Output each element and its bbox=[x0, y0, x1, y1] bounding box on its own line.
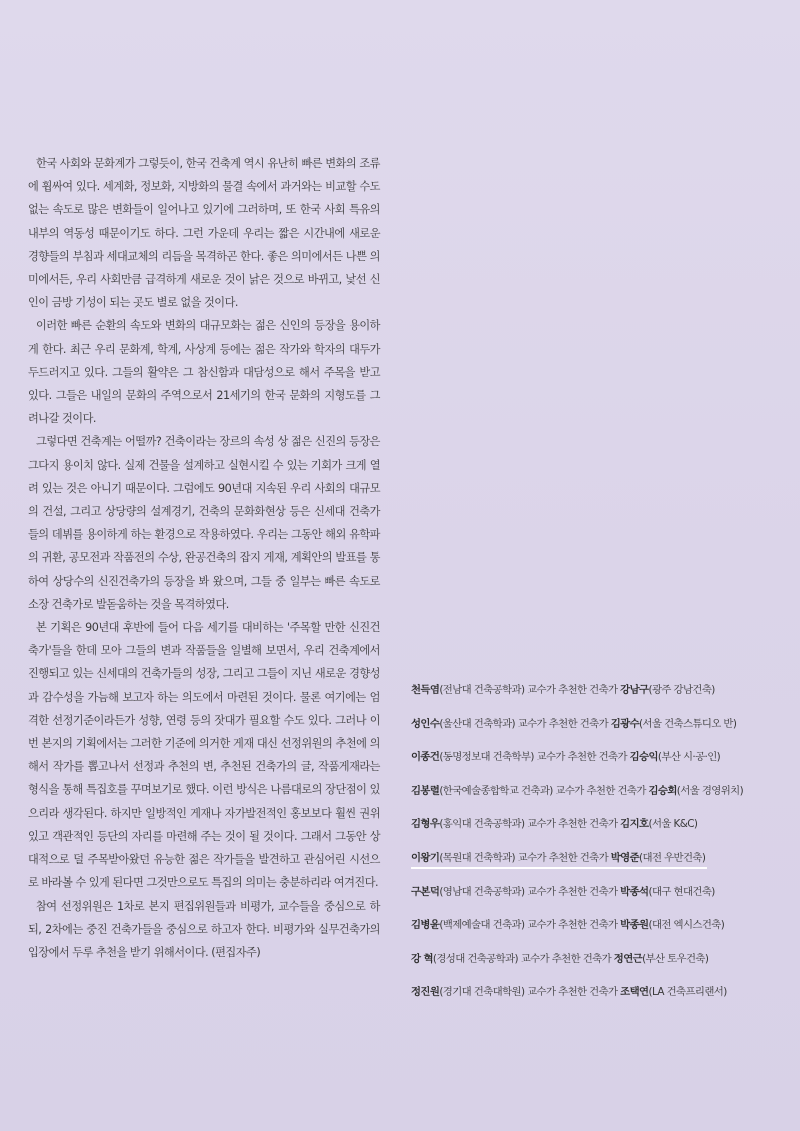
architect-name: 김지호 bbox=[620, 818, 649, 831]
professor-school: (영남대 건축공학과) bbox=[439, 885, 525, 898]
recommendation-item bbox=[411, 982, 783, 1016]
professor-school: (한국예술종합학교 건축과) bbox=[439, 784, 553, 797]
professor-name: 김형우 bbox=[411, 818, 440, 831]
professor-name: 김봉렬 bbox=[411, 784, 440, 797]
intro-paragraph: 참여 선정위원은 1차로 본지 편집위원들과 비평가, 교수들을 중심으로 하되, 2차에는 중진 건축가들을 중심으로 하고자 한다. 비평가와 실무건축가의 입장에서 두루 추천을 받기 위해서이다. (편집자주) bbox=[28, 899, 380, 959]
recommendation-item bbox=[411, 714, 783, 748]
recommendation-text: 교수가 추천한 건축가 bbox=[524, 986, 621, 999]
professor-name: 이왕기 bbox=[411, 851, 440, 864]
recommendation-text: 교수가 추천한 건축가 bbox=[514, 717, 611, 730]
recommendation-text: 교수가 추천한 건축가 bbox=[524, 919, 621, 932]
architect-office: (대전 우반건축) bbox=[639, 851, 706, 864]
professor-school: (홍익대 건축공학과) bbox=[439, 818, 525, 831]
architect-office: (서울 경영위치) bbox=[676, 784, 744, 797]
professor-name: 이종건 bbox=[411, 751, 440, 764]
professor-name: 성인수 bbox=[411, 717, 440, 730]
architect-office: (LA 건축프리랜서) bbox=[648, 986, 727, 999]
recommendation-item-highlighted bbox=[411, 848, 783, 882]
professor-name: 구본덕 bbox=[411, 885, 440, 898]
architect-name: 강남구 bbox=[620, 684, 649, 696]
recommendation-item bbox=[411, 781, 783, 815]
professor-school: (경성대 건축공학과) bbox=[432, 952, 519, 965]
professor-name: 강 혁 bbox=[411, 952, 433, 965]
recommendation-item bbox=[411, 747, 783, 781]
architect-office: (부산 시·공·인) bbox=[657, 751, 721, 764]
architect-office: (대전 엑시스건축) bbox=[648, 919, 725, 932]
intro-paragraph: 한국 사회와 문화계가 그렇듯이, 한국 건축계 역시 유난히 빠른 변화의 조류에 휩싸여 있다. 세계화, 정보화, 지방화의 물결 속에서 과거와는 비교할 수도 없는 속도로 많은 변화들이 일어나고 있기에 그러하며, 또 한국 사회 특유의 내부의 역동성 때문이기도 하다. 그런 가운데 우리는 짧은 시간내에 새로운 경향들의 부침과 세대교체의 리듬을 목격하곤 한다. 좋은 의미에서든 나쁜 의미에서든, 우리 사회만큼 급격하게 새로운 것이 낡은 것으로 바뀌고, 낯선 신인이 금방 기성이 되는 곳도 별로 없을 것이다. bbox=[28, 157, 380, 310]
recommendation-text: 교수가 추천한 건축가 bbox=[524, 818, 621, 831]
intro-paragraph: 그렇다면 건축계는 어떨까? 건축이라는 장르의 속성 상 젊은 신진의 등장은 그다지 용이치 않다. 실제 건물을 설계하고 실현시킬 수 있는 기회가 크게 열려 있는 것은 아니기 때문이다. 그럼에도 90년대 지속된 우리 사회의 대규모의 건설, 그리고 상당량의 설계경기, 건축의 문화화현상 등은 신세대 건축가들의 데뷔를 용이하게 하는 환경으로 작용하였다. 우리는 그동안 해외 유학파의 귀환, 공모전과 작품전의 수상, 완공건축의 잡지 게재, 계획안의 발표를 통하여 상당수의 신진건축가의 등장을 봐 왔으며, 그들 중 일부는 빠른 속도로 소장 건축가로 발돋움하는 것을 목격하였다. bbox=[28, 435, 380, 611]
professor-school: (울산대 건축학과) bbox=[439, 717, 515, 730]
architect-office: (서울 건축스튜디오 반) bbox=[639, 717, 737, 730]
professor-name: 천득염 bbox=[411, 684, 440, 696]
architect-name: 조택연 bbox=[620, 986, 649, 999]
intro-paragraph: 본 기획은 90년대 후반에 들어 다음 세기를 대비하는 '주목할 만한 신진건축가'들을 한데 모아 그들의 변과 작품들을 일별해 보면서, 우리 건축계에서 진행되고 있는 신세대의 건축가들의 성장, 그리고 그들이 지닌 새로운 경향성과 감수성을 가늠해 보고자 하는 의도에서 마련된 것이다. 물론 여기에는 엄격한 선정기준이라든가 성향, 연령 등의 잣대가 필요할 수도 있다. 그러나 이번 본지의 기획에서는 그러한 기준에 의거한 게재 대신 선정위원의 추천에 의해서 작가를 뽑고나서 선정과 추천의 변, 추천된 건축가의 글, 작품게재라는 형식을 통해 특집호를 꾸며보기로 했다. 이런 방식은 나름대로의 장단점이 있으리라 생각된다. 하지만 일방적인 게재나 자가발전적인 홍보보다 훨씬 권위있고 객관적인 등단의 자리를 마련해 주는 것이 될 것이다. 그래서 그동안 상대적으로 덜 주목받아왔던 유능한 젊은 작가들을 발견하고 관심어린 시선으로 바라볼 수 있게 된다면 그것만으로도 특집의 의미는 충분하리라 여겨진다. bbox=[28, 621, 380, 890]
architect-office: (대구 현대건축) bbox=[648, 885, 715, 898]
architect-office: (광주 강남건축) bbox=[648, 684, 715, 696]
architect-name: 김승회 bbox=[648, 784, 677, 797]
recommendation-text: 교수가 추천한 건축가 bbox=[552, 784, 649, 797]
recommendation-item bbox=[411, 882, 783, 916]
architect-office: (서울 K&C) bbox=[648, 818, 698, 831]
recommendation-text: 교수가 추천한 건축가 bbox=[533, 751, 630, 764]
architect-name: 박종원 bbox=[620, 919, 649, 932]
recommendation-item bbox=[411, 915, 783, 949]
recommendation-list bbox=[411, 680, 783, 1016]
editorial-intro bbox=[28, 152, 380, 964]
intro-paragraph: 이러한 빠른 순환의 속도와 변화의 대규모화는 젊은 신인의 등장을 용이하게 한다. 최근 우리 문화계, 학계, 사상계 등에는 젊은 작가와 학자의 대두가 두드러지고 있다. 그들의 활약은 그 참신함과 대담성으로 해서 주목을 받고 있다. 그들은 내일의 문화의 주역으로서 21세기의 한국 문화의 지형도를 그려나갈 것이다. bbox=[28, 319, 380, 426]
recommendation-item bbox=[411, 949, 783, 983]
professor-school: (목원대 건축학과) bbox=[439, 851, 515, 864]
professor-school: (경기대 건축대학원) bbox=[439, 986, 525, 999]
professor-school: (동명정보대 건축학부) bbox=[439, 751, 534, 764]
professor-school: (백제예술대 건축과) bbox=[439, 919, 525, 932]
architect-office: (부산 토우건축) bbox=[642, 952, 709, 965]
architect-name: 김광수 bbox=[610, 717, 640, 730]
architect-name: 박영준 bbox=[610, 851, 640, 864]
recommendation-item bbox=[411, 814, 783, 848]
architect-name: 정연근 bbox=[613, 952, 643, 965]
recommendation-item bbox=[411, 680, 783, 714]
professor-name: 김병윤 bbox=[411, 919, 440, 932]
architect-name: 김승익 bbox=[629, 751, 658, 764]
architect-name: 박종석 bbox=[620, 885, 649, 898]
recommendation-text: 교수가 추천한 건축가 bbox=[514, 851, 611, 864]
highlight-underline bbox=[411, 867, 707, 869]
recommendation-text: 교수가 추천한 건축가 bbox=[524, 885, 621, 898]
recommendation-text: 교수가 추천한 건축가 bbox=[524, 684, 621, 696]
recommendation-text: 교수가 추천한 건축가 bbox=[518, 952, 614, 965]
professor-name: 정진원 bbox=[411, 986, 440, 999]
professor-school: (전남대 건축공학과) bbox=[439, 684, 525, 696]
